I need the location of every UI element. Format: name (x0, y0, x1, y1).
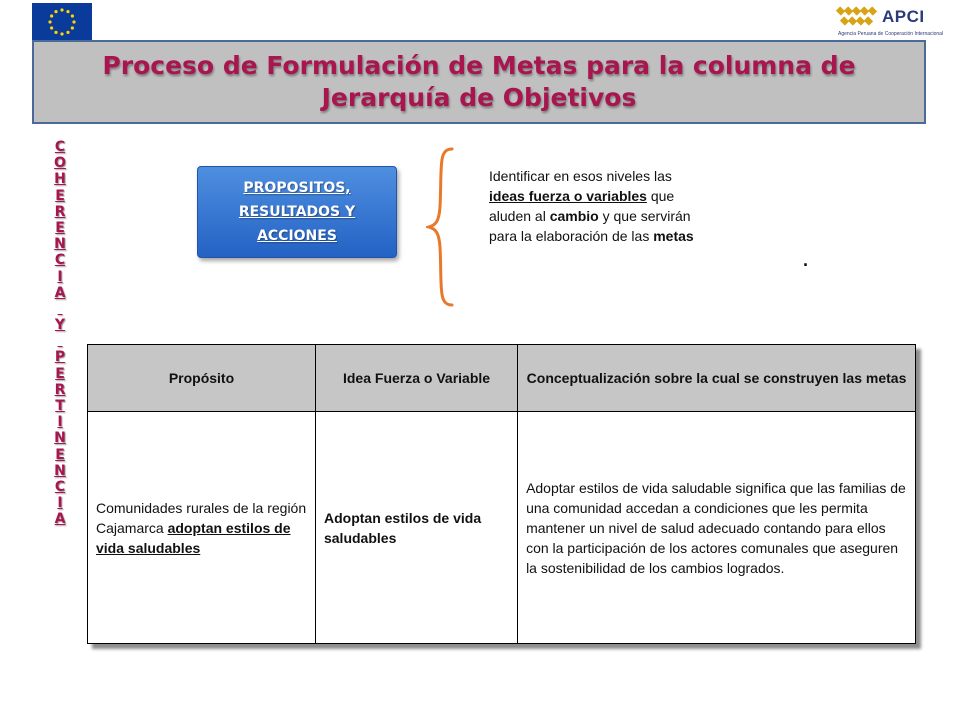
cell-conceptualizacion: Adoptar estilos de vida saludable significa que las familias de una comunidad accedan a condiciones que les permita mantener un nivel de salud adecuado contando para ellos con la participación de los actores comunales que aseguren la sostenibilidad de los cambios logrados. (518, 412, 916, 644)
side-label-letter: N (54, 430, 66, 447)
apci-logo (836, 4, 944, 40)
stray-dot: . (803, 250, 809, 270)
side-label-letter: H (54, 171, 66, 188)
side-label-letter: I (57, 268, 63, 285)
side-label-letter: N (54, 236, 66, 253)
side-label-gap (58, 301, 63, 317)
side-label-gap (58, 333, 63, 349)
eu-stars-icon (32, 3, 92, 41)
propositos-line-2: RESULTADOS Y (238, 204, 356, 220)
eu-star-icon (66, 10, 69, 13)
eu-star-icon (71, 26, 74, 29)
eu-star-icon (50, 14, 53, 17)
identify-text-3: que aluden al (489, 188, 675, 224)
eu-star-icon (54, 10, 57, 13)
page-title: Proceso de Formulación de Metas para la columna de Jerarquía de Objetivos (102, 51, 856, 112)
side-label-letter: E (55, 365, 65, 382)
propositos-line-1: PROPOSITOS, (243, 180, 351, 196)
propositos-resultados-acciones-button[interactable] (197, 166, 397, 258)
side-label-letter: C (54, 252, 66, 269)
identify-text-5: y que servirán para la elaboración de las (489, 208, 691, 244)
identify-text-metas: metas (653, 228, 694, 244)
side-label-letter: A (54, 284, 66, 301)
side-label-letter: C (54, 139, 66, 155)
eu-star-icon (54, 31, 57, 34)
header-conceptualizacion: Conceptualización sobre la cual se construyen las metas (518, 345, 916, 412)
table-row (88, 412, 916, 644)
eu-flag-icon (32, 3, 92, 41)
side-label-letter: P (54, 349, 66, 366)
eu-star-icon (60, 32, 63, 35)
eu-star-icon (48, 20, 51, 23)
propositos-line-3: ACCIONES (257, 228, 337, 244)
cell-idea-fuerza: Adoptan estilos de vida saludables (315, 412, 517, 644)
side-label-letter: R (54, 381, 66, 398)
side-label-letter: O (54, 155, 66, 172)
vertical-side-label (50, 139, 70, 528)
side-label-letter: I (57, 495, 63, 512)
identify-text-ideas-fuerza: ideas fuerza o variables (489, 188, 647, 204)
curly-brace-icon (426, 147, 456, 307)
eu-star-icon (72, 20, 75, 23)
eu-star-icon (71, 14, 74, 17)
header-idea-fuerza: Idea Fuerza o Variable (315, 345, 517, 412)
side-label-letter: T (55, 398, 65, 414)
side-label-letter: R (54, 203, 66, 220)
side-label-letter: I (57, 414, 63, 431)
side-label-letter: E (55, 219, 65, 236)
propositos-button-label (212, 176, 382, 248)
apci-logo-subtext: Agencia Peruana de Cooperación Internacional (838, 31, 944, 37)
side-label-letter: Y (54, 317, 66, 334)
identify-text-1: Identificar en esos niveles las (489, 168, 672, 184)
cell-proposito-text: Comunidades rurales de la región Cajamarca (96, 499, 307, 536)
identify-text-cambio: cambio (549, 208, 599, 224)
cell-proposito-underlined: adoptan estilos de vida saludables (96, 519, 291, 556)
eu-star-icon (60, 8, 63, 11)
eu-star-icon (66, 31, 69, 34)
side-label-letter: E (55, 446, 65, 463)
apci-mark-icon (836, 6, 880, 30)
side-label-letter: E (55, 187, 65, 204)
table-header-row (88, 345, 916, 412)
header-proposito: Propósito (88, 345, 316, 412)
identify-instructions (489, 166, 711, 246)
eu-star-icon (50, 26, 53, 29)
goals-table (87, 344, 916, 644)
apci-logo-text: APCI (882, 7, 925, 26)
side-label-letter: C (54, 478, 66, 495)
side-label-letter: N (54, 462, 66, 479)
cell-proposito (88, 412, 316, 644)
title-bar (32, 40, 926, 124)
side-label-letter: A (54, 511, 66, 528)
